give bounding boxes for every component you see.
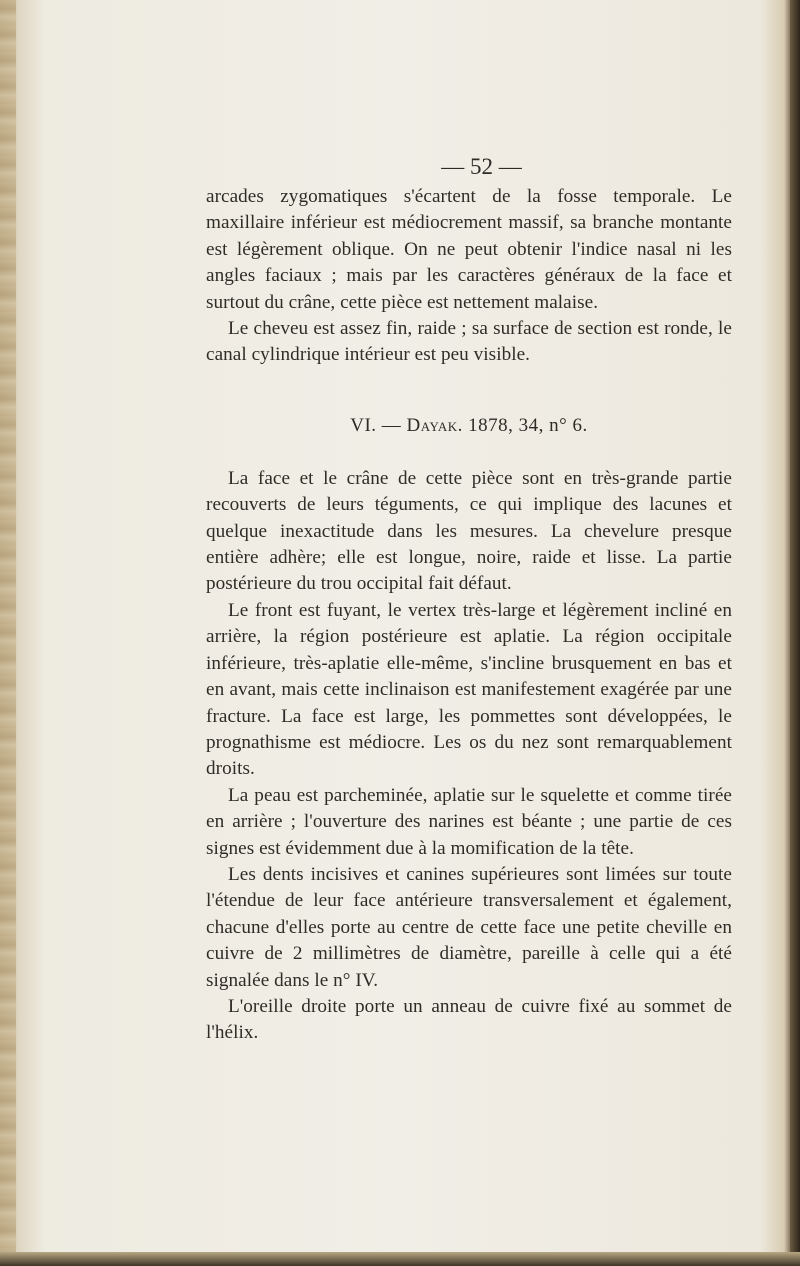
paragraph-continuation: arcades zygomatiques s'écartent de la fosse temporale. Le maxillaire inférieur est médiocrement massif, sa branche montante est légèrement oblique. On ne peut obtenir l'indice nasal ni les angles faciaux ; mais par les caractères généraux de la face et surtout du crâne, cette pièce est nettement malaise. bbox=[206, 186, 732, 313]
text-block bbox=[206, 150, 732, 1047]
section-details: 1878, 34, n° 6. bbox=[468, 414, 588, 436]
page-right-edge bbox=[790, 0, 800, 1266]
paragraph-face-skull: La face et le crâne de cette pièce sont en très-grande partie recouverts de leurs téguments, ce qui implique des lacunes et quelque inexactitude dans les mesures. La chevelure presque entière adhère; elle est longue, noire, raide et lisse. La partie postérieure du trou occipital fait défaut. bbox=[206, 467, 732, 595]
section-name: Dayak. bbox=[406, 414, 463, 436]
section-heading bbox=[206, 413, 732, 439]
page-bottom-edge bbox=[0, 1252, 800, 1266]
paragraph-forehead: Le front est fuyant, le vertex très-large et légèrement incliné en arrière, la région postérieure est aplatie. La région occipitale inférieure, très-aplatie elle-même, s'incline brusquement en bas et en avant, mais cette inclinaison est manifestement exagérée par une fracture. La face est large, les pommettes sont développées, le prognathisme est médiocre. Les os du nez sont remarquablement droits. bbox=[206, 599, 732, 780]
page-binding-edge bbox=[0, 0, 16, 1266]
page-number: — 52 — bbox=[441, 154, 522, 179]
paragraph-hair: Le cheveu est assez fin, raide ; sa surface de section est ronde, le canal cylindrique intérieur est peu visible. bbox=[206, 318, 732, 366]
paragraph-skin: La peau est parcheminée, aplatie sur le squelette et comme tirée en arrière ; l'ouverture des narines est béante ; une partie de ces signes est évidemment due à la momification de la tête. bbox=[206, 784, 732, 859]
section-number: VI. — bbox=[350, 414, 402, 436]
paragraph-ear: L'oreille droite porte un anneau de cuivre fixé au sommet de l'hélix. bbox=[206, 995, 732, 1044]
paragraph-teeth: Les dents incisives et canines supérieures sont limées sur toute l'étendue de leur face antérieure transversalement et également, chacune d'elles porte au centre de cette face une petite cheville en cuivre de 2 millimètres de diamètre, pareille à celle qui a été signalée dans le n° IV. bbox=[206, 863, 732, 991]
